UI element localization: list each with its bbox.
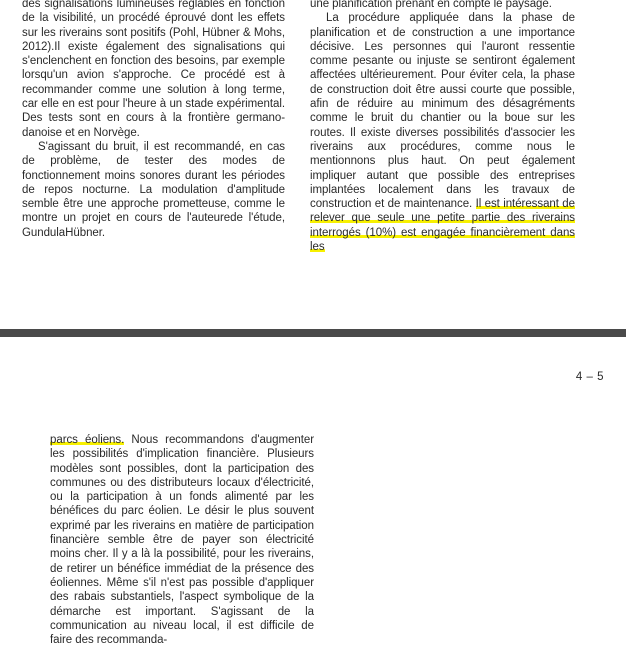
left-paragraph-2: S'agissant du bruit, il est recommandé, en cas de problème, de tester des modes de fonctionnement moins sonores durant les périodes de repos nocturne. La modulation d'amplitude semble être une approche prometteuse, comme le montre un projet en cours de l'auteurede l'étude, GundulaHübner. <box>22 140 285 239</box>
page-number: 4 – 5 <box>575 371 604 383</box>
right-line-0: une planification prenant en compte le paysage. <box>310 0 552 10</box>
left-paragraph-1: des signalisations lumineuses réglables en fonction de la visibilité, un procédé éprouvé dont les effets sur les riverains sont positifs (Pohl, Hübner & Mohs, 2012).Il existe également des signalisations qui s'enclenchent en fonction des besoins, par exemple lorsqu'un avion s'approche. Ce procédé est à recommander comme une solution à long terme, car elle en est pour l'heure à un stade expérimental. Des tests sont en cours à la frontière germano-danoise et en Norvège. <box>22 0 285 139</box>
right-paragraph-2 <box>310 11 575 254</box>
right-paragraph-2-text: La procédure appliquée dans la phase de planification et de construction a une importance décisive. Les personnes qui l'auront ressentie comme pesante ou injuste se sentiront également affectées ultérieurement. Pour éviter cela, la phase de construction doit être aussi courte que possible, afin de réduire au minimum des désagréments comme le bruit du chantier ou la boue sur les routes. Il existe diverses possibilités d'associer les riverains aux procédures, comme nous le mentionnons plus haut. On peut également impliquer autant que possible des entreprises implantées localement dans les travaux de construction et de maintenance. <box>310 12 575 211</box>
bottom-paragraph-text: Nous recommandons d'augmenter les possibilités d'implication financière. Plusieurs modèles sont possibles, dont la participation des communes ou des distributeurs locaux d'électricité, ou la participation à un fonds alimenté par les bénéfices du parc éolien. Le désir le plus souvent exprimé par les riverains en matière de participation financière semble être de payer son électricité moins cher. Il y a là la possibilité, pour les riverains, de retirer un bénéfice immédiat de la présence des éoliennes. Même s'il n'est pas possible d'appliquer des rabais substantiels, l'aspect symbolique de la démarche est important. S'agissant de la communication au niveau local, il est difficile de faire des recommanda- <box>50 434 314 647</box>
bottom-column <box>50 433 314 647</box>
bottom-paragraph <box>50 433 314 647</box>
right-column-top <box>310 0 575 254</box>
left-column-top <box>22 0 285 240</box>
page-separator <box>0 329 626 337</box>
highlighted-passage: Il est intéressant de relever que seule une petite partie des riverains interrogés (10%) est engagée financièrement dans les <box>310 198 575 254</box>
highlighted-start: parcs éoliens. <box>50 434 125 446</box>
